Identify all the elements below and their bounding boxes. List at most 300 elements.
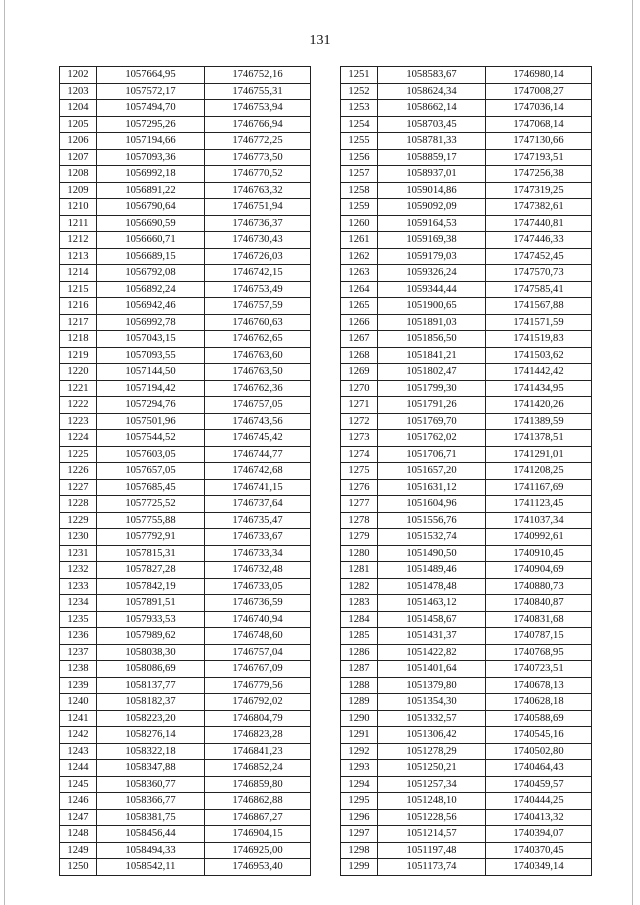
x-coordinate-cell: 1057494,70 (97, 100, 205, 117)
y-coordinate-cell: 1747440,81 (486, 215, 592, 232)
y-coordinate-cell: 1746748,60 (205, 628, 311, 645)
point-number-cell: 1233 (60, 578, 97, 595)
y-coordinate-cell: 1741208,25 (486, 463, 592, 480)
table-row (60, 545, 311, 562)
y-coordinate-cell: 1747193,51 (486, 149, 592, 166)
point-number-cell: 1243 (60, 743, 97, 760)
y-coordinate-cell: 1746767,09 (205, 661, 311, 678)
point-number-cell: 1250 (60, 859, 97, 876)
y-coordinate-cell: 1746852,24 (205, 760, 311, 777)
y-coordinate-cell: 1746733,05 (205, 578, 311, 595)
x-coordinate-cell: 1059326,24 (378, 265, 486, 282)
x-coordinate-cell: 1058456,44 (97, 826, 205, 843)
x-coordinate-cell: 1051278,29 (378, 743, 486, 760)
point-number-cell: 1227 (60, 479, 97, 496)
point-number-cell: 1263 (341, 265, 378, 282)
point-number-cell: 1293 (341, 760, 378, 777)
table-row (60, 116, 311, 133)
table-row (60, 595, 311, 612)
y-coordinate-cell: 1741420,26 (486, 397, 592, 414)
point-number-cell: 1219 (60, 347, 97, 364)
point-number-cell: 1240 (60, 694, 97, 711)
y-coordinate-cell: 1747382,61 (486, 199, 592, 216)
x-coordinate-cell: 1056689,15 (97, 248, 205, 265)
table-row (60, 314, 311, 331)
y-coordinate-cell: 1746763,50 (205, 364, 311, 381)
y-coordinate-cell: 1746757,04 (205, 644, 311, 661)
x-coordinate-cell: 1051354,30 (378, 694, 486, 711)
y-coordinate-cell: 1740628,18 (486, 694, 592, 711)
point-number-cell: 1231 (60, 545, 97, 562)
point-number-cell: 1256 (341, 149, 378, 166)
x-coordinate-cell: 1051799,30 (378, 380, 486, 397)
table-row (60, 166, 311, 183)
table-row (60, 529, 311, 546)
y-coordinate-cell: 1747008,27 (486, 83, 592, 100)
x-coordinate-cell: 1058624,34 (378, 83, 486, 100)
table-row (341, 248, 592, 265)
table-row (60, 364, 311, 381)
table-row (341, 116, 592, 133)
point-number-cell: 1215 (60, 281, 97, 298)
y-coordinate-cell: 1741567,88 (486, 298, 592, 315)
table-row (341, 644, 592, 661)
y-coordinate-cell: 1746752,16 (205, 67, 311, 84)
scan-edge-left (4, 0, 5, 905)
y-coordinate-cell: 1746740,94 (205, 611, 311, 628)
x-coordinate-cell: 1056992,18 (97, 166, 205, 183)
table-row (341, 331, 592, 348)
y-coordinate-cell: 1740394,07 (486, 826, 592, 843)
table-row (341, 166, 592, 183)
y-coordinate-cell: 1746841,23 (205, 743, 311, 760)
x-coordinate-cell: 1058937,01 (378, 166, 486, 183)
x-coordinate-cell: 1057755,88 (97, 512, 205, 529)
point-number-cell: 1223 (60, 413, 97, 430)
table-row (60, 100, 311, 117)
x-coordinate-cell: 1051657,20 (378, 463, 486, 480)
table-row (60, 793, 311, 810)
y-coordinate-cell: 1746763,60 (205, 347, 311, 364)
table-row (60, 842, 311, 859)
table-row (60, 133, 311, 150)
x-coordinate-cell: 1059164,53 (378, 215, 486, 232)
table-row (341, 727, 592, 744)
table-row (60, 826, 311, 843)
x-coordinate-cell: 1051422,82 (378, 644, 486, 661)
y-coordinate-cell: 1746753,49 (205, 281, 311, 298)
y-coordinate-cell: 1747570,73 (486, 265, 592, 282)
point-number-cell: 1287 (341, 661, 378, 678)
y-coordinate-cell: 1740588,69 (486, 710, 592, 727)
point-number-cell: 1230 (60, 529, 97, 546)
table-row (60, 347, 311, 364)
x-coordinate-cell: 1058347,88 (97, 760, 205, 777)
table-row (60, 331, 311, 348)
y-coordinate-cell: 1746766,94 (205, 116, 311, 133)
point-number-cell: 1272 (341, 413, 378, 430)
y-coordinate-cell: 1746733,67 (205, 529, 311, 546)
x-coordinate-cell: 1057194,66 (97, 133, 205, 150)
y-coordinate-cell: 1740992,61 (486, 529, 592, 546)
point-number-cell: 1204 (60, 100, 97, 117)
y-coordinate-cell: 1746741,15 (205, 479, 311, 496)
x-coordinate-cell: 1051248,10 (378, 793, 486, 810)
point-number-cell: 1251 (341, 67, 378, 84)
table-row (341, 496, 592, 513)
x-coordinate-cell: 1051173,74 (378, 859, 486, 876)
x-coordinate-cell: 1058583,67 (378, 67, 486, 84)
point-number-cell: 1239 (60, 677, 97, 694)
point-number-cell: 1235 (60, 611, 97, 628)
table-row (341, 842, 592, 859)
point-number-cell: 1238 (60, 661, 97, 678)
y-coordinate-cell: 1740678,13 (486, 677, 592, 694)
y-coordinate-cell: 1747585,41 (486, 281, 592, 298)
table-row (60, 644, 311, 661)
table-row (60, 215, 311, 232)
table-row (60, 562, 311, 579)
point-number-cell: 1244 (60, 760, 97, 777)
x-coordinate-cell: 1056892,24 (97, 281, 205, 298)
point-number-cell: 1262 (341, 248, 378, 265)
x-coordinate-cell: 1051802,47 (378, 364, 486, 381)
table-row (341, 182, 592, 199)
y-coordinate-cell: 1741291,01 (486, 446, 592, 463)
x-coordinate-cell: 1058494,33 (97, 842, 205, 859)
y-coordinate-cell: 1746742,68 (205, 463, 311, 480)
y-coordinate-cell: 1740840,87 (486, 595, 592, 612)
y-coordinate-cell: 1747452,45 (486, 248, 592, 265)
y-coordinate-cell: 1740787,15 (486, 628, 592, 645)
y-coordinate-cell: 1746867,27 (205, 809, 311, 826)
x-coordinate-cell: 1051214,57 (378, 826, 486, 843)
y-coordinate-cell: 1741503,62 (486, 347, 592, 364)
x-coordinate-cell: 1057194,42 (97, 380, 205, 397)
y-coordinate-cell: 1741519,83 (486, 331, 592, 348)
table-row (60, 611, 311, 628)
table-row (60, 413, 311, 430)
point-number-cell: 1285 (341, 628, 378, 645)
y-coordinate-cell: 1746925,00 (205, 842, 311, 859)
x-coordinate-cell: 1057815,31 (97, 545, 205, 562)
table-row (341, 215, 592, 232)
point-number-cell: 1255 (341, 133, 378, 150)
table-row (60, 776, 311, 793)
point-number-cell: 1221 (60, 380, 97, 397)
y-coordinate-cell: 1740910,45 (486, 545, 592, 562)
y-coordinate-cell: 1746753,94 (205, 100, 311, 117)
y-coordinate-cell: 1747319,25 (486, 182, 592, 199)
x-coordinate-cell: 1057294,76 (97, 397, 205, 414)
y-coordinate-cell: 1746953,40 (205, 859, 311, 876)
y-coordinate-cell: 1746773,50 (205, 149, 311, 166)
x-coordinate-cell: 1058781,33 (378, 133, 486, 150)
y-coordinate-cell: 1746732,48 (205, 562, 311, 579)
x-coordinate-cell: 1057725,52 (97, 496, 205, 513)
x-coordinate-cell: 1059169,38 (378, 232, 486, 249)
table-row (60, 628, 311, 645)
point-number-cell: 1281 (341, 562, 378, 579)
point-number-cell: 1278 (341, 512, 378, 529)
y-coordinate-cell: 1746736,59 (205, 595, 311, 612)
point-number-cell: 1253 (341, 100, 378, 117)
table-row (341, 859, 592, 876)
point-number-cell: 1291 (341, 727, 378, 744)
table-row (60, 199, 311, 216)
table-row (341, 628, 592, 645)
x-coordinate-cell: 1051706,71 (378, 446, 486, 463)
point-number-cell: 1270 (341, 380, 378, 397)
y-coordinate-cell: 1741571,59 (486, 314, 592, 331)
table-row (60, 380, 311, 397)
point-number-cell: 1282 (341, 578, 378, 595)
y-coordinate-cell: 1740459,57 (486, 776, 592, 793)
table-row (341, 479, 592, 496)
y-coordinate-cell: 1741378,51 (486, 430, 592, 447)
table-row (341, 430, 592, 447)
y-coordinate-cell: 1746736,37 (205, 215, 311, 232)
y-coordinate-cell: 1746745,42 (205, 430, 311, 447)
x-coordinate-cell: 1051250,21 (378, 760, 486, 777)
y-coordinate-cell: 1746980,14 (486, 67, 592, 84)
y-coordinate-cell: 1746904,15 (205, 826, 311, 843)
table-row (341, 149, 592, 166)
y-coordinate-cell: 1746735,47 (205, 512, 311, 529)
table-row (60, 430, 311, 447)
x-coordinate-cell: 1057043,15 (97, 331, 205, 348)
point-number-cell: 1274 (341, 446, 378, 463)
point-number-cell: 1299 (341, 859, 378, 876)
y-coordinate-cell: 1746737,64 (205, 496, 311, 513)
x-coordinate-cell: 1058322,18 (97, 743, 205, 760)
x-coordinate-cell: 1057827,28 (97, 562, 205, 579)
x-coordinate-cell: 1051532,74 (378, 529, 486, 546)
y-coordinate-cell: 1740502,80 (486, 743, 592, 760)
x-coordinate-cell: 1058703,45 (378, 116, 486, 133)
point-number-cell: 1232 (60, 562, 97, 579)
y-coordinate-cell: 1746862,88 (205, 793, 311, 810)
y-coordinate-cell: 1746755,31 (205, 83, 311, 100)
x-coordinate-cell: 1058662,14 (378, 100, 486, 117)
point-number-cell: 1288 (341, 677, 378, 694)
x-coordinate-cell: 1051379,80 (378, 677, 486, 694)
y-coordinate-cell: 1746757,59 (205, 298, 311, 315)
y-coordinate-cell: 1740880,73 (486, 578, 592, 595)
point-number-cell: 1296 (341, 809, 378, 826)
point-number-cell: 1217 (60, 314, 97, 331)
x-coordinate-cell: 1056942,46 (97, 298, 205, 315)
point-number-cell: 1284 (341, 611, 378, 628)
x-coordinate-cell: 1057685,45 (97, 479, 205, 496)
point-number-cell: 1234 (60, 595, 97, 612)
point-number-cell: 1292 (341, 743, 378, 760)
table-row (341, 347, 592, 364)
x-coordinate-cell: 1057989,62 (97, 628, 205, 645)
y-coordinate-cell: 1746760,63 (205, 314, 311, 331)
point-number-cell: 1208 (60, 166, 97, 183)
x-coordinate-cell: 1051631,12 (378, 479, 486, 496)
table-row (60, 809, 311, 826)
x-coordinate-cell: 1056891,22 (97, 182, 205, 199)
x-coordinate-cell: 1057792,91 (97, 529, 205, 546)
point-number-cell: 1225 (60, 446, 97, 463)
point-number-cell: 1280 (341, 545, 378, 562)
point-number-cell: 1241 (60, 710, 97, 727)
x-coordinate-cell: 1057842,19 (97, 578, 205, 595)
point-number-cell: 1216 (60, 298, 97, 315)
point-number-cell: 1277 (341, 496, 378, 513)
x-coordinate-cell: 1058381,75 (97, 809, 205, 826)
table-row (60, 149, 311, 166)
x-coordinate-cell: 1056660,71 (97, 232, 205, 249)
table-row (60, 265, 311, 282)
point-number-cell: 1252 (341, 83, 378, 100)
point-number-cell: 1245 (60, 776, 97, 793)
table-row (60, 83, 311, 100)
point-number-cell: 1203 (60, 83, 97, 100)
x-coordinate-cell: 1057144,50 (97, 364, 205, 381)
y-coordinate-cell: 1741434,95 (486, 380, 592, 397)
point-number-cell: 1286 (341, 644, 378, 661)
point-number-cell: 1228 (60, 496, 97, 513)
y-coordinate-cell: 1746733,34 (205, 545, 311, 562)
y-coordinate-cell: 1740413,32 (486, 809, 592, 826)
table-row (60, 182, 311, 199)
y-coordinate-cell: 1746762,36 (205, 380, 311, 397)
y-coordinate-cell: 1740349,14 (486, 859, 592, 876)
point-number-cell: 1237 (60, 644, 97, 661)
x-coordinate-cell: 1056992,78 (97, 314, 205, 331)
x-coordinate-cell: 1057657,05 (97, 463, 205, 480)
x-coordinate-cell: 1051841,21 (378, 347, 486, 364)
point-number-cell: 1283 (341, 595, 378, 612)
table-row (341, 578, 592, 595)
table-row (60, 479, 311, 496)
x-coordinate-cell: 1051556,76 (378, 512, 486, 529)
y-coordinate-cell: 1740444,25 (486, 793, 592, 810)
point-number-cell: 1259 (341, 199, 378, 216)
point-number-cell: 1258 (341, 182, 378, 199)
table-row (60, 463, 311, 480)
x-coordinate-cell: 1057933,53 (97, 611, 205, 628)
y-coordinate-cell: 1740768,95 (486, 644, 592, 661)
table-row (341, 397, 592, 414)
x-coordinate-cell: 1051769,70 (378, 413, 486, 430)
table-row (341, 512, 592, 529)
table-row (341, 529, 592, 546)
y-coordinate-cell: 1746751,94 (205, 199, 311, 216)
point-number-cell: 1220 (60, 364, 97, 381)
point-number-cell: 1268 (341, 347, 378, 364)
x-coordinate-cell: 1051228,56 (378, 809, 486, 826)
table-row (60, 67, 311, 84)
table-row (341, 611, 592, 628)
table-row (60, 859, 311, 876)
x-coordinate-cell: 1057093,55 (97, 347, 205, 364)
x-coordinate-cell: 1058859,17 (378, 149, 486, 166)
table-row (341, 793, 592, 810)
table-row (341, 710, 592, 727)
x-coordinate-cell: 1057501,96 (97, 413, 205, 430)
table-row (60, 710, 311, 727)
point-number-cell: 1222 (60, 397, 97, 414)
y-coordinate-cell: 1746779,56 (205, 677, 311, 694)
y-coordinate-cell: 1746792,02 (205, 694, 311, 711)
table-row (60, 727, 311, 744)
point-number-cell: 1276 (341, 479, 378, 496)
page-number: 131 (309, 33, 331, 48)
point-number-cell: 1248 (60, 826, 97, 843)
point-number-cell: 1271 (341, 397, 378, 414)
x-coordinate-cell: 1051431,37 (378, 628, 486, 645)
point-number-cell: 1212 (60, 232, 97, 249)
scan-edge-right (632, 0, 633, 905)
y-coordinate-cell: 1747130,66 (486, 133, 592, 150)
point-number-cell: 1260 (341, 215, 378, 232)
y-coordinate-cell: 1746763,32 (205, 182, 311, 199)
x-coordinate-cell: 1057603,05 (97, 446, 205, 463)
x-coordinate-cell: 1051463,12 (378, 595, 486, 612)
point-number-cell: 1206 (60, 133, 97, 150)
table-row (60, 677, 311, 694)
y-coordinate-cell: 1741167,69 (486, 479, 592, 496)
y-coordinate-cell: 1740723,51 (486, 661, 592, 678)
table-row (60, 232, 311, 249)
x-coordinate-cell: 1057295,26 (97, 116, 205, 133)
point-number-cell: 1246 (60, 793, 97, 810)
table-row (60, 496, 311, 513)
y-coordinate-cell: 1746726,03 (205, 248, 311, 265)
x-coordinate-cell: 1058223,20 (97, 710, 205, 727)
x-coordinate-cell: 1057572,17 (97, 83, 205, 100)
table-row (341, 83, 592, 100)
x-coordinate-cell: 1058542,11 (97, 859, 205, 876)
table-row (341, 545, 592, 562)
y-coordinate-cell: 1746859,80 (205, 776, 311, 793)
x-coordinate-cell: 1058360,77 (97, 776, 205, 793)
x-coordinate-cell: 1051401,64 (378, 661, 486, 678)
point-number-cell: 1264 (341, 281, 378, 298)
table-row (341, 413, 592, 430)
point-number-cell: 1236 (60, 628, 97, 645)
point-number-cell: 1290 (341, 710, 378, 727)
y-coordinate-cell: 1741037,34 (486, 512, 592, 529)
x-coordinate-cell: 1058366,77 (97, 793, 205, 810)
y-coordinate-cell: 1747256,38 (486, 166, 592, 183)
y-coordinate-cell: 1740370,45 (486, 842, 592, 859)
x-coordinate-cell: 1057664,95 (97, 67, 205, 84)
x-coordinate-cell: 1051478,48 (378, 578, 486, 595)
x-coordinate-cell: 1057891,51 (97, 595, 205, 612)
y-coordinate-cell: 1740831,68 (486, 611, 592, 628)
point-number-cell: 1297 (341, 826, 378, 843)
y-coordinate-cell: 1741389,59 (486, 413, 592, 430)
point-number-cell: 1275 (341, 463, 378, 480)
table-row (341, 133, 592, 150)
table-row (341, 677, 592, 694)
point-number-cell: 1211 (60, 215, 97, 232)
point-number-cell: 1261 (341, 232, 378, 249)
table-row (60, 446, 311, 463)
point-number-cell: 1209 (60, 182, 97, 199)
table-row (341, 694, 592, 711)
y-coordinate-cell: 1747036,14 (486, 100, 592, 117)
table-row (341, 463, 592, 480)
table-row (60, 760, 311, 777)
table-row (341, 67, 592, 84)
table-row (341, 809, 592, 826)
